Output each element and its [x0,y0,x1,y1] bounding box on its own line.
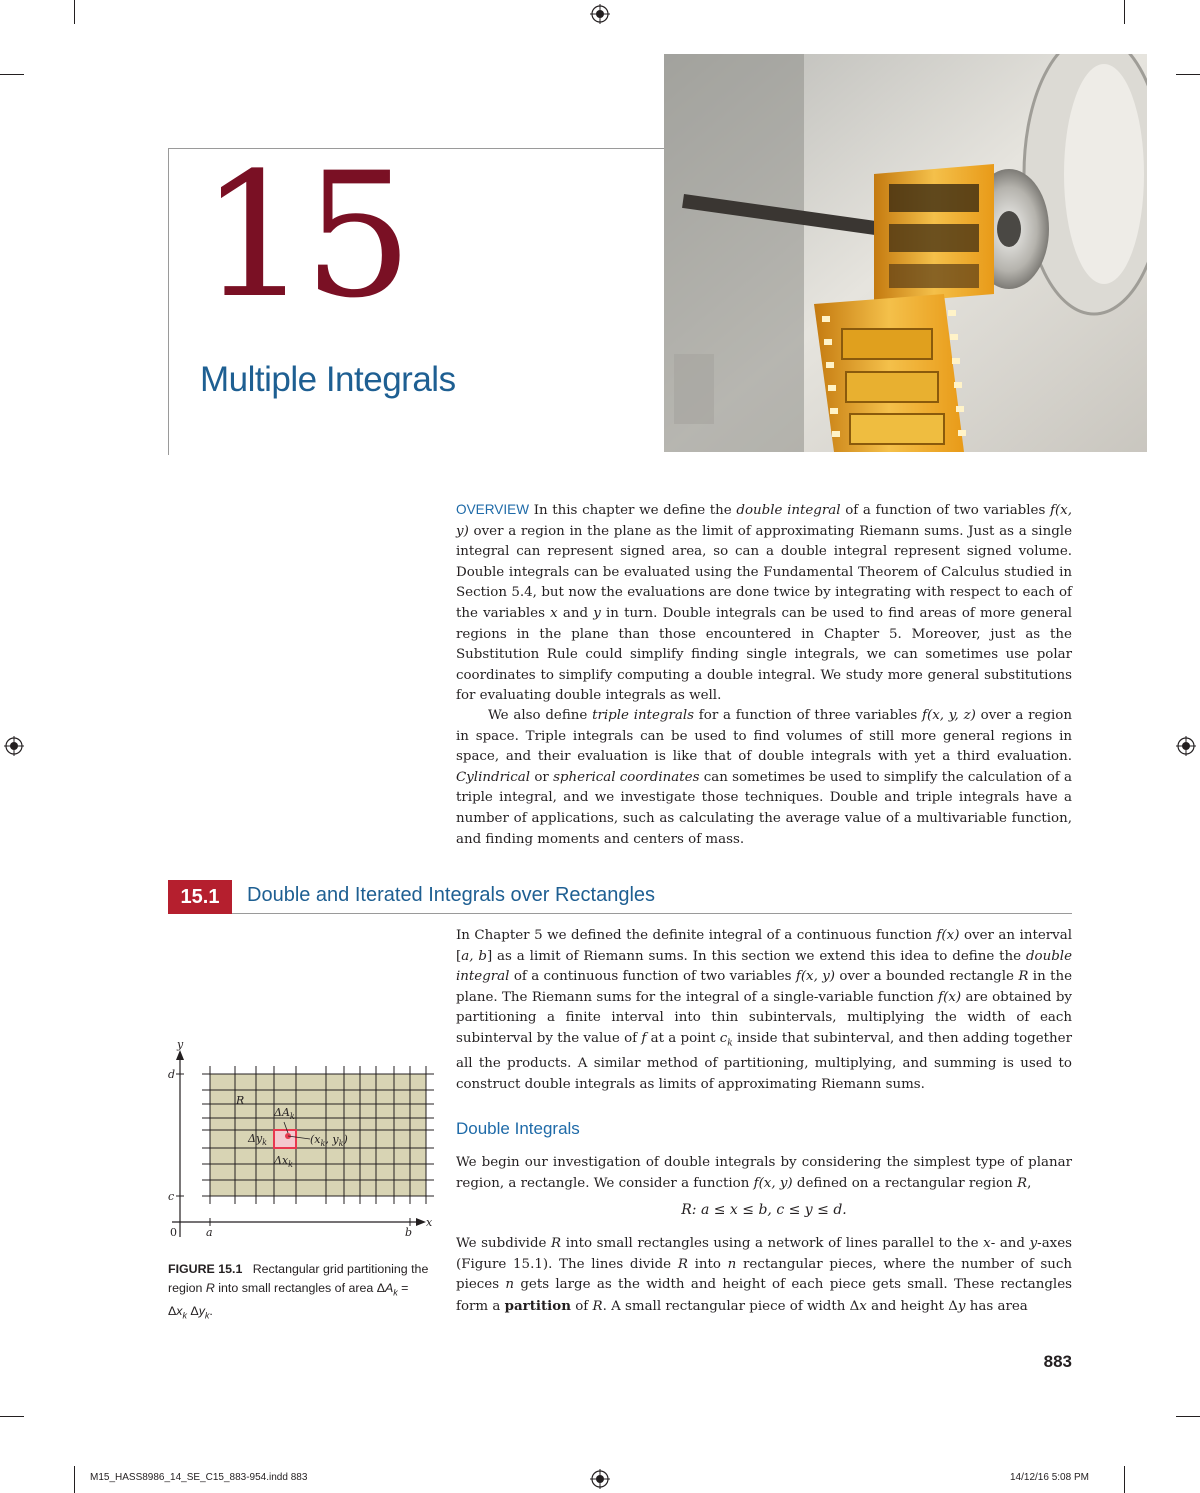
label-delta-x: $\Delta x_k$ [274,1154,294,1169]
subsection-title: Double Integrals [456,1119,580,1138]
crop-mark [74,1466,75,1493]
label-delta-a: $\Delta A_k$ [274,1106,295,1121]
label-a: a [206,1226,213,1239]
overview-paragraph-2: We also define triple integrals for a function of three variables f(x, y, z) over a region in space. Triple integrals can be used to find volumes of still more general regions in space, and their evaluation is like that of double integrals with yet a third evaluation. Cylindrical or spherical coordinates can sometimes be used to simplify the calculation of a triple integral, and we investigate those techniques. Double and triple integrals have a number of applications, such as calculating the average value of a multivariable function, and finding moments and centers of mass. [456,708,1072,847]
label-origin: 0 [170,1226,177,1239]
subsection-paragraph: We begin our investigation of double integrals by considering the simplest type of planar region, a rectangle. We consider a function f(x, y) defined on a rectangular region R, [456,1155,1072,1191]
crop-mark [1176,1416,1200,1417]
label-region: R [236,1094,245,1107]
chapter-number: 15 [200,135,407,336]
section-rule [232,913,1072,914]
label-c: c [168,1190,175,1203]
crop-mark [0,74,24,75]
registration-mark-icon [590,4,610,24]
crop-mark [74,0,75,24]
registration-mark-icon [4,736,24,756]
page-number: 883 [1043,1352,1072,1371]
chapter-photo-film-reel [664,54,1147,452]
registration-mark-icon [1176,736,1196,756]
chapter-title: Multiple Integrals [200,360,456,399]
section-title: Double and Iterated Integrals over Rectangles [247,884,656,906]
crop-mark [1124,1466,1125,1493]
section-intro-paragraph: In Chapter 5 we defined the definite integral of a continuous function f(x) over an interval [a, b] as a limit of Riemann sums. In this section we extend this idea to define the double integral of a continuous function of two variables f(x, y) over a bounded rectangle R in the plane. The Riemann sums for the integral of a single-variable function f(x) are obtained by partitioning a finite interval into thin subintervals, multiplying the width of each subinterval by the value of f at a point $c_k$ inside that subinterval, and then adding together all the products. A similar method of partitioning, multiplying, and summing is used to construct double integrals as limits of approximating Riemann sums. [456,928,1073,1092]
subsection-paragraph-2: We subdivide R into small rectangles using a network of lines parallel to the x- and y-axes (Figure 15.1). The lines divide R into n rectangular pieces, where the number of such pieces n gets large as the width and height of each piece gets small. These rectangles form a partition of R. A small rectangular piece of width Δx and height Δy has area [456,1236,1073,1314]
slug-file-info: M15_HASS8986_14_SE_C15_883-954.indd 883 [90,1472,308,1483]
x-axis-label: x [426,1216,433,1229]
region-equation: R: a ≤ x ≤ b, c ≤ y ≤ d. [681,1202,847,1218]
label-d: d [168,1068,176,1081]
x-axis-arrow-icon [416,1218,426,1226]
crop-mark [0,1416,24,1417]
y-axis-label: y [177,1042,184,1051]
label-point: ($x_k$, $y_k$) [310,1133,348,1148]
crop-mark [1176,74,1200,75]
overview-paragraph: OVERVIEW In this chapter we define the double integral of a function of two variables f(x, y) over a region in the plane as the limit of approximating Riemann sums. Just as a single integral can represent signed area, so can a double integral represent signed volume. Double integrals can be evaluated using the Fundamental Theorem of Calculus studied in Section 5.4, but now the evaluations are done twice by integrating with respect to each of the variables x and y in turn. Double integrals can be used to find areas of more general regions in the plane than those encountered in Chapter 5. Moreover, just as the Substitution Rule could simplify finding single integrals, we can sometimes use polar coordinates to simplify computing a double integral. We study more general substitutions for evaluating double integrals as well. [456,502,1073,704]
highlight-cell [274,1130,296,1148]
overview-label: OVERVIEW [456,502,530,517]
slug-timestamp: 14/12/16 5:08 PM [1010,1472,1089,1483]
figure-caption: FIGURE 15.1 Rectangular grid partitioning the region R into small rectangles of area $\Delta A_k = \Delta x_k$ $\Delta y_k$. [168,1262,429,1321]
y-axis-arrow-icon [176,1050,184,1060]
figure-rectangular-grid [162,1042,452,1252]
section-number-badge: 15.1 [168,880,232,914]
registration-mark-icon [590,1469,610,1489]
label-b: b [405,1226,413,1239]
crop-mark [1124,0,1125,24]
label-delta-y: $\Delta y_k$ [248,1132,268,1147]
